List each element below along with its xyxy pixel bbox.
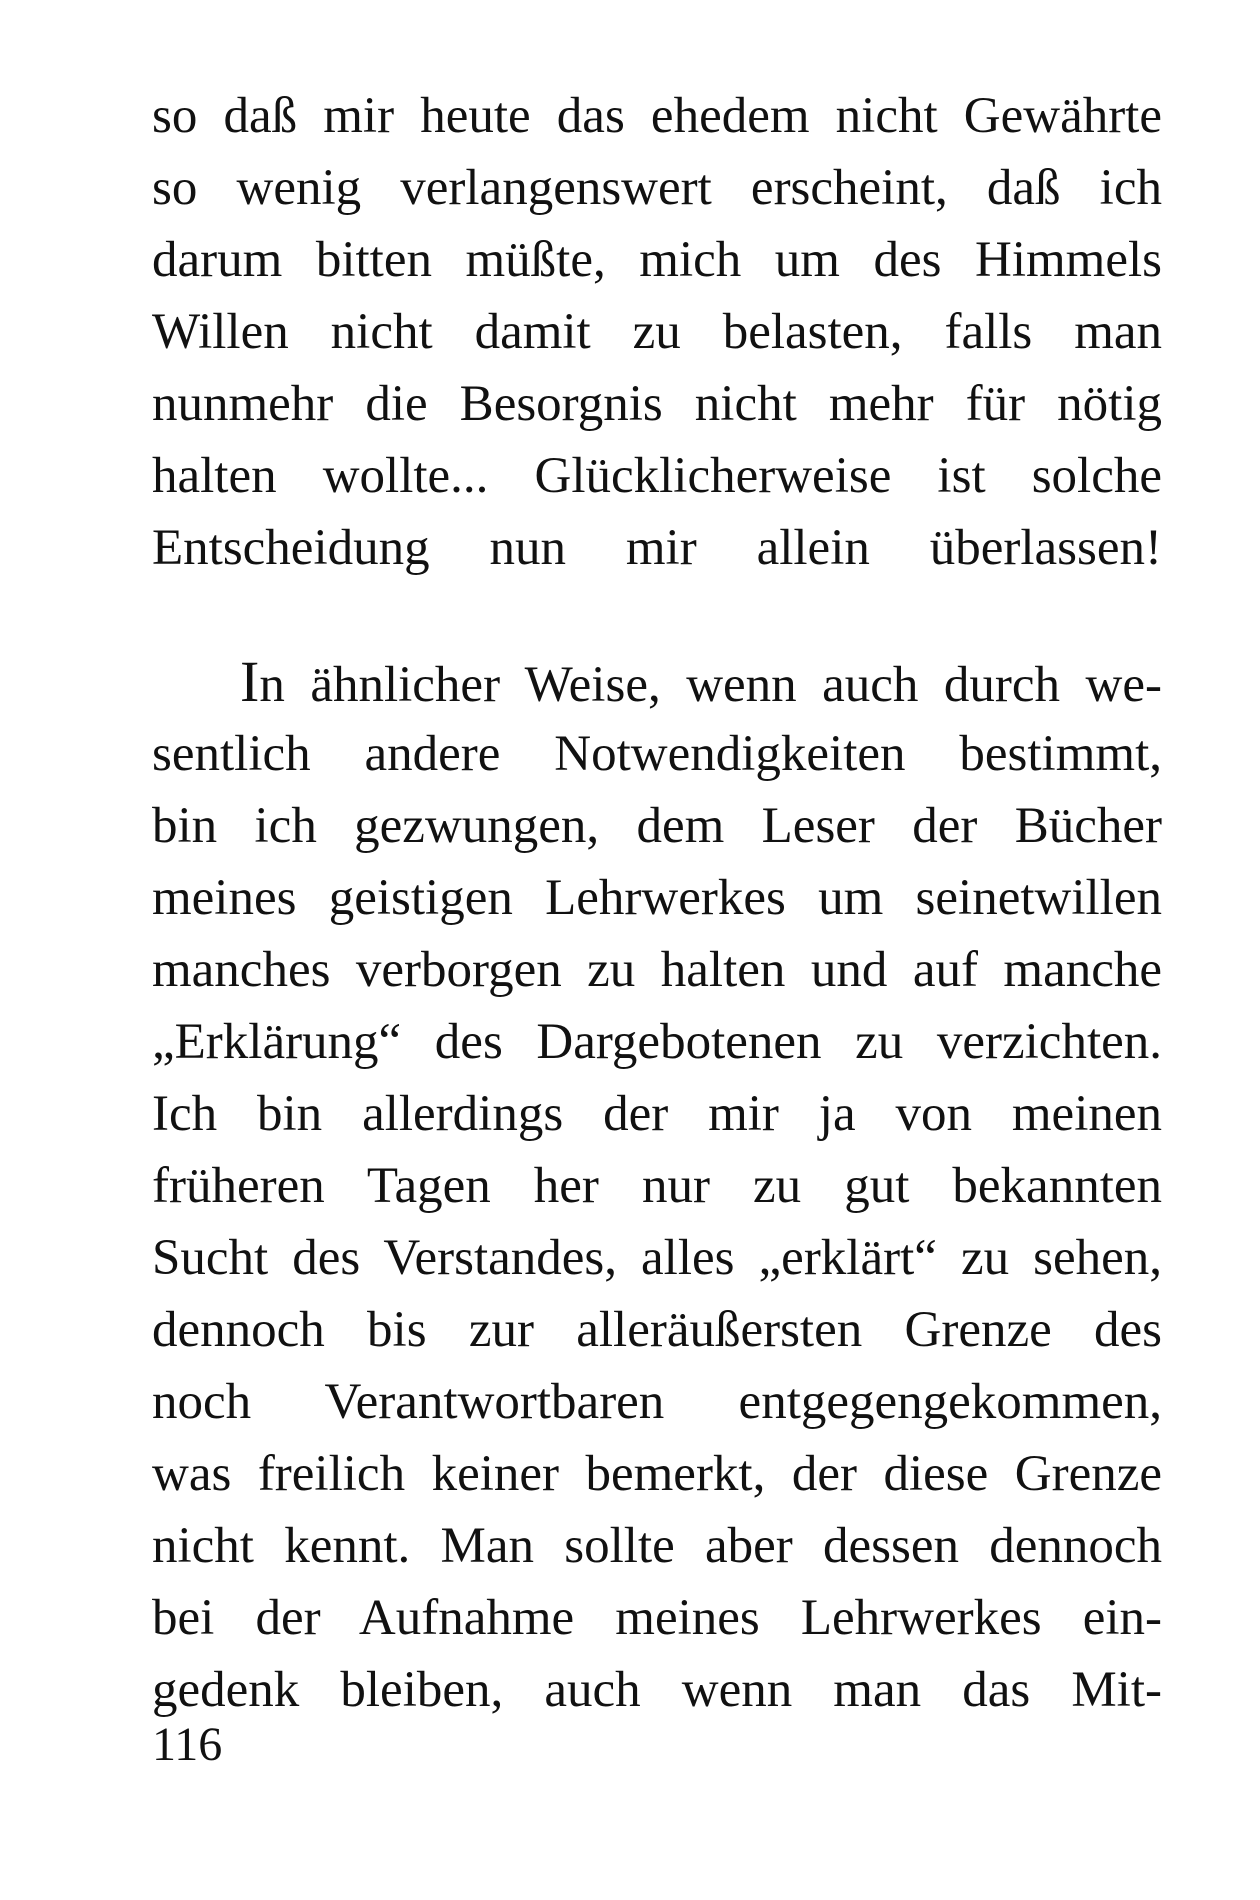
text-line: früheren Tagen her nur zu gut bekannten xyxy=(152,1158,1162,1214)
text-line: sentlich andere Notwendigkeiten bestimmt, xyxy=(152,726,1162,782)
paragraph-1 xyxy=(152,80,1162,584)
text-line: was freilich keiner bemerkt, der diese Grenze xyxy=(152,1446,1162,1502)
text-line: bei der Aufnahme meines Lehrwerkes ein- xyxy=(152,1590,1162,1646)
text-line: nicht kennt. Man sollte aber dessen dennoch xyxy=(152,1518,1162,1574)
text-line: Sucht des Verstandes, alles „erklärt“ zu sehen, xyxy=(152,1230,1162,1286)
text-line: halten wollte... Glücklicherweise ist solche xyxy=(152,448,1162,504)
text-line: dennoch bis zur alleräußersten Grenze des xyxy=(152,1302,1162,1358)
page-number: 116 xyxy=(152,1718,223,1771)
text-line: meines geistigen Lehrwerkes um seinetwillen xyxy=(152,870,1162,926)
paragraph-initial: I xyxy=(240,649,260,714)
text-line: „Erklärung“ des Dargebotenen zu verzichten. xyxy=(152,1014,1162,1070)
text-line: nunmehr die Besorgnis nicht mehr für nötig xyxy=(152,376,1162,432)
text-line: gedenk bleiben, auch wenn man das Mit- xyxy=(152,1662,1162,1718)
text-line: so wenig verlangenswert erscheint, daß ich xyxy=(152,160,1162,216)
text-line: noch Verantwortbaren entgegengekommen, xyxy=(152,1374,1162,1430)
text-line: manches verborgen zu halten und auf manche xyxy=(152,942,1162,998)
text-line: Ich bin allerdings der mir ja von meinen xyxy=(152,1086,1162,1142)
first-line-text: n ähnlicher Weise, wenn auch durch we- xyxy=(259,657,1162,713)
text-line: bin ich gezwungen, dem Leser der Bücher xyxy=(152,798,1162,854)
text-line: darum bitten müßte, mich um des Himmels xyxy=(152,232,1162,288)
text-line: so daß mir heute das ehedem nicht Gewährte xyxy=(152,88,1162,144)
paragraph-2 xyxy=(152,646,1162,1726)
paragraph-first-line xyxy=(152,646,1162,718)
text-line: Willen nicht damit zu belasten, falls man xyxy=(152,304,1162,360)
text-line: Entscheidung nun mir allein überlassen! xyxy=(152,520,1162,576)
